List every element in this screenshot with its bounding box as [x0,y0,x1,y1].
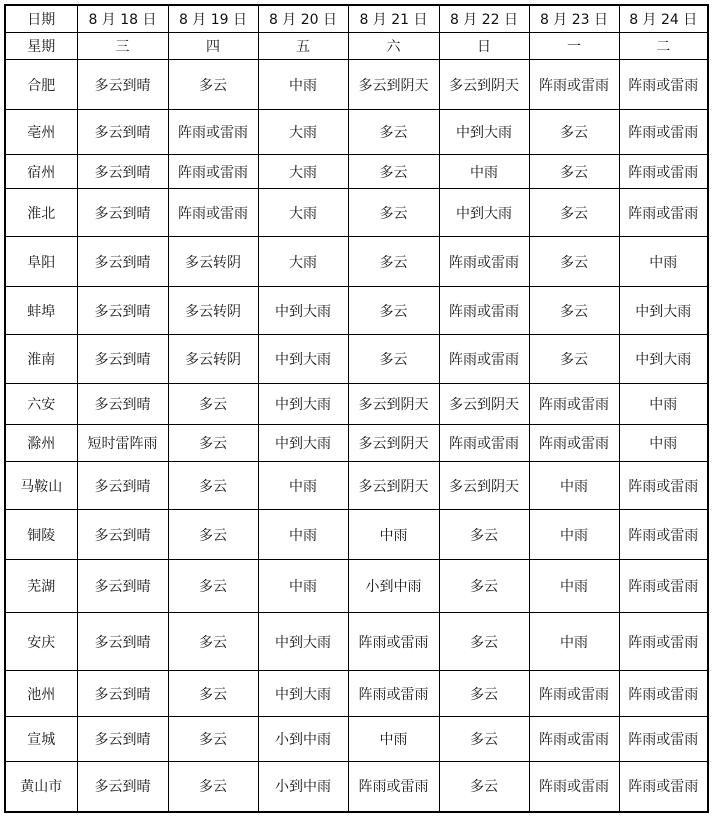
forecast-cell: 阵雨或雷雨 [348,671,439,717]
table-row [5,335,708,384]
forecast-cell: 多云 [529,237,619,287]
forecast-cell: 阵雨或雷雨 [619,110,708,155]
forecast-cell: 阵雨或雷雨 [619,510,708,560]
forecast-cell: 阵雨或雷雨 [168,189,258,237]
forecast-cell: 多云 [529,287,619,335]
forecast-cell: 多云到晴 [77,717,168,762]
forecast-cell: 多云 [439,717,529,762]
forecast-cell: 中雨 [348,510,439,560]
weekday-header-cell: 三 [77,33,168,60]
forecast-cell: 中雨 [529,560,619,613]
table-body [5,5,708,812]
city-name-cell: 六安 [5,384,77,425]
forecast-cell: 小到中雨 [348,560,439,613]
forecast-cell: 多云到晴 [77,510,168,560]
forecast-cell: 阵雨或雷雨 [168,110,258,155]
city-name-cell: 淮南 [5,335,77,384]
forecast-cell: 多云到阴天 [348,60,439,110]
table-row [5,510,708,560]
forecast-cell: 中雨 [348,717,439,762]
city-name-cell: 铜陵 [5,510,77,560]
forecast-cell: 多云到阴天 [348,462,439,510]
weekday-header-row [5,33,708,60]
city-name-cell: 宣城 [5,717,77,762]
forecast-cell: 小到中雨 [258,762,348,812]
date-header-cell: 8 月 18 日 [77,5,168,33]
table-row [5,287,708,335]
forecast-cell: 中到大雨 [258,613,348,671]
date-header-label: 日期 [5,5,77,33]
forecast-cell: 阵雨或雷雨 [439,287,529,335]
city-name-cell: 安庆 [5,613,77,671]
date-header-cell: 8 月 24 日 [619,5,708,33]
forecast-cell: 阵雨或雷雨 [348,613,439,671]
forecast-cell: 大雨 [258,237,348,287]
city-name-cell: 亳州 [5,110,77,155]
forecast-cell: 阵雨或雷雨 [619,60,708,110]
forecast-cell: 中雨 [619,237,708,287]
city-name-cell: 滁州 [5,425,77,462]
table-row [5,717,708,762]
table-row [5,613,708,671]
forecast-cell: 多云 [529,189,619,237]
forecast-cell: 阵雨或雷雨 [439,335,529,384]
forecast-cell: 小到中雨 [258,717,348,762]
forecast-cell: 多云 [529,155,619,189]
forecast-cell: 中到大雨 [619,335,708,384]
forecast-cell: 多云到晴 [77,384,168,425]
forecast-cell: 多云 [168,60,258,110]
forecast-cell: 多云 [348,237,439,287]
forecast-cell: 多云 [348,335,439,384]
city-name-cell: 蚌埠 [5,287,77,335]
forecast-cell: 阵雨或雷雨 [619,560,708,613]
forecast-cell: 多云到晴 [77,462,168,510]
forecast-cell: 多云到晴 [77,237,168,287]
forecast-cell: 阵雨或雷雨 [348,762,439,812]
weekday-header-cell: 五 [258,33,348,60]
forecast-cell: 阵雨或雷雨 [619,189,708,237]
forecast-cell: 阵雨或雷雨 [619,717,708,762]
forecast-cell: 多云 [168,560,258,613]
forecast-cell: 多云到阴天 [439,384,529,425]
forecast-cell: 中雨 [529,462,619,510]
forecast-cell: 多云 [168,717,258,762]
weekday-header-cell: 二 [619,33,708,60]
city-name-cell: 淮北 [5,189,77,237]
forecast-cell: 多云 [439,510,529,560]
date-header-cell: 8 月 19 日 [168,5,258,33]
weather-forecast-table [4,4,709,813]
forecast-cell: 多云 [168,671,258,717]
city-name-cell: 黄山市 [5,762,77,812]
table-row [5,671,708,717]
table-row [5,560,708,613]
forecast-cell: 阵雨或雷雨 [619,613,708,671]
date-header-cell: 8 月 22 日 [439,5,529,33]
forecast-cell: 阵雨或雷雨 [619,762,708,812]
weekday-header-cell: 一 [529,33,619,60]
forecast-cell: 多云到晴 [77,60,168,110]
forecast-cell: 多云 [168,425,258,462]
forecast-cell: 大雨 [258,110,348,155]
forecast-cell: 多云 [168,510,258,560]
weekday-header-label: 星期 [5,33,77,60]
forecast-cell: 多云到阴天 [439,60,529,110]
forecast-cell: 中雨 [258,560,348,613]
table-row [5,60,708,110]
forecast-cell: 多云到晴 [77,189,168,237]
table-row [5,425,708,462]
table-row [5,189,708,237]
forecast-cell: 中到大雨 [258,384,348,425]
forecast-cell: 多云 [168,384,258,425]
forecast-cell: 多云到晴 [77,110,168,155]
forecast-cell: 多云到晴 [77,155,168,189]
forecast-cell: 多云 [168,762,258,812]
forecast-cell: 多云到阴天 [348,384,439,425]
forecast-cell: 阵雨或雷雨 [439,237,529,287]
forecast-cell: 多云 [168,462,258,510]
forecast-cell: 中雨 [529,613,619,671]
forecast-cell: 多云转阴 [168,237,258,287]
forecast-cell: 中到大雨 [619,287,708,335]
forecast-cell: 阵雨或雷雨 [529,425,619,462]
forecast-cell: 中到大雨 [258,335,348,384]
forecast-cell: 多云到晴 [77,287,168,335]
table-row [5,762,708,812]
city-name-cell: 芜湖 [5,560,77,613]
table-row [5,155,708,189]
forecast-cell: 中到大雨 [258,425,348,462]
forecast-cell: 中雨 [439,155,529,189]
forecast-cell: 多云到晴 [77,613,168,671]
table-row [5,237,708,287]
forecast-cell: 阵雨或雷雨 [439,425,529,462]
forecast-cell: 中到大雨 [439,110,529,155]
city-name-cell: 阜阳 [5,237,77,287]
forecast-cell: 阵雨或雷雨 [529,762,619,812]
forecast-cell: 多云转阴 [168,335,258,384]
forecast-cell: 阵雨或雷雨 [529,60,619,110]
forecast-cell: 多云 [348,110,439,155]
forecast-cell: 阵雨或雷雨 [619,671,708,717]
forecast-cell: 中到大雨 [439,189,529,237]
forecast-cell: 阵雨或雷雨 [529,671,619,717]
forecast-cell: 多云到晴 [77,671,168,717]
forecast-cell: 中雨 [258,60,348,110]
city-name-cell: 马鞍山 [5,462,77,510]
forecast-cell: 阵雨或雷雨 [529,717,619,762]
forecast-cell: 多云到晴 [77,560,168,613]
forecast-cell: 阵雨或雷雨 [168,155,258,189]
forecast-cell: 中到大雨 [258,287,348,335]
forecast-cell: 中雨 [619,384,708,425]
forecast-cell: 中雨 [529,510,619,560]
date-header-cell: 8 月 21 日 [348,5,439,33]
forecast-cell: 大雨 [258,155,348,189]
forecast-cell: 多云到阴天 [439,462,529,510]
forecast-cell: 多云 [168,613,258,671]
forecast-cell: 多云到晴 [77,762,168,812]
forecast-cell: 多云 [439,762,529,812]
forecast-cell: 多云转阴 [168,287,258,335]
forecast-cell: 多云 [439,671,529,717]
city-name-cell: 池州 [5,671,77,717]
forecast-cell: 多云 [439,613,529,671]
table-row [5,384,708,425]
forecast-cell: 阵雨或雷雨 [619,155,708,189]
forecast-cell: 多云 [439,560,529,613]
forecast-cell: 短时雷阵雨 [77,425,168,462]
forecast-cell: 中到大雨 [258,671,348,717]
city-name-cell: 合肥 [5,60,77,110]
forecast-cell: 多云到晴 [77,335,168,384]
forecast-cell: 阵雨或雷雨 [619,462,708,510]
forecast-cell: 中雨 [258,510,348,560]
table-row [5,462,708,510]
weekday-header-cell: 四 [168,33,258,60]
date-header-cell: 8 月 23 日 [529,5,619,33]
forecast-cell: 多云 [348,189,439,237]
forecast-cell: 多云 [348,287,439,335]
forecast-cell: 多云到阴天 [348,425,439,462]
date-header-row [5,5,708,33]
city-name-cell: 宿州 [5,155,77,189]
forecast-cell: 阵雨或雷雨 [529,384,619,425]
weekday-header-cell: 六 [348,33,439,60]
forecast-cell: 中雨 [619,425,708,462]
table-row [5,110,708,155]
forecast-cell: 多云 [348,155,439,189]
weekday-header-cell: 日 [439,33,529,60]
forecast-cell: 多云 [529,110,619,155]
forecast-cell: 大雨 [258,189,348,237]
forecast-cell: 中雨 [258,462,348,510]
date-header-cell: 8 月 20 日 [258,5,348,33]
forecast-cell: 多云 [529,335,619,384]
